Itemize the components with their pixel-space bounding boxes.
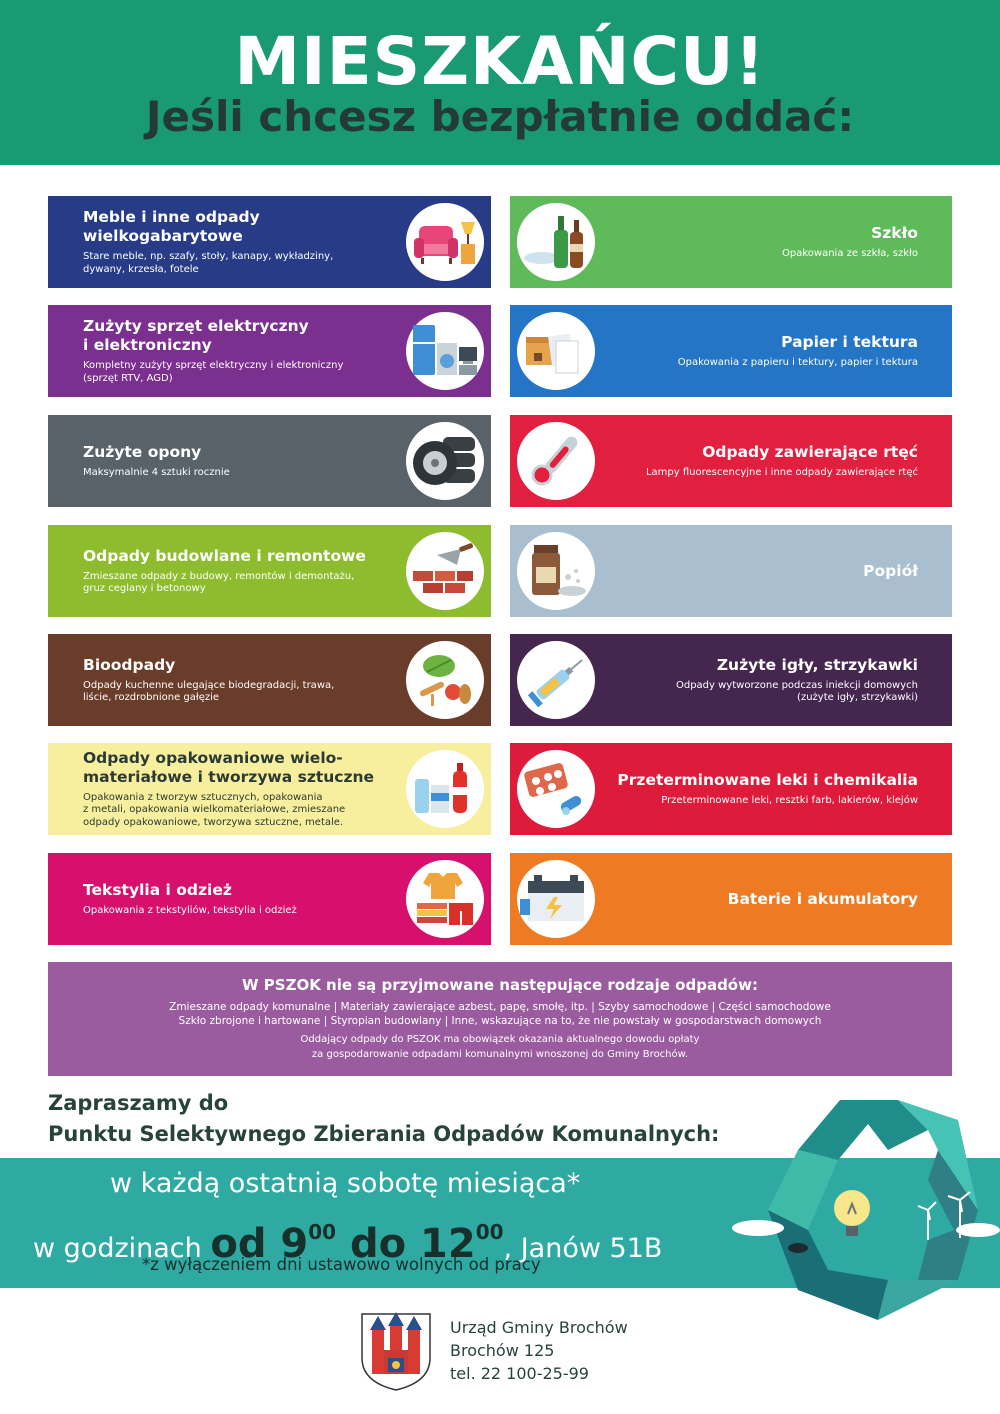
bricks-trowel-icon — [399, 525, 491, 617]
card-description: Kompletny zużyty sprzęt elektryczny i elektroniczny (sprzęt RTV, AGD) — [83, 360, 344, 384]
clothes-icon — [399, 853, 491, 945]
waste-card-packaging — [48, 743, 491, 835]
waste-card-electronics — [48, 305, 491, 397]
glass-bottles-icon — [510, 196, 602, 288]
office-address — [450, 1316, 628, 1385]
card-title: Odpady opakowaniowe wielo- materiałowe i tworzywa sztuczne — [83, 748, 375, 786]
card-description: Stare meble, np. szafy, stoły, kanapy, wykładziny, dywany, krzesła, fotele — [83, 251, 334, 275]
office-name: Urząd Gminy Brochów — [450, 1318, 628, 1337]
card-description: Lampy fluorescencyjne i inne odpady zawierające rtęć — [645, 466, 918, 478]
card-description: Opakowania ze szkła, szkło — [782, 247, 918, 259]
header-banner — [0, 0, 1000, 165]
card-description: Opakowania z tekstyliów, tekstylia i odzież — [83, 904, 297, 916]
card-title: Zużyty sprzęt elektryczny i elektroniczny — [83, 317, 309, 354]
waste-card-biowaste — [48, 634, 491, 726]
syringe-icon — [510, 634, 602, 726]
schedule-place: , Janów 51B — [503, 1233, 663, 1264]
waste-card-batteries — [510, 853, 952, 945]
card-title: Bioodpady — [83, 655, 176, 674]
recycle-illustration — [728, 1090, 1000, 1326]
card-title: Meble i inne odpady wielkogabarytowe — [83, 208, 260, 245]
page-title: MIESZKAŃCU! — [234, 23, 766, 100]
office-phone: tel. 22 100-25-99 — [450, 1364, 589, 1383]
plastic-bottles-icon — [399, 743, 491, 835]
card-title: Zużyte opony — [83, 442, 202, 461]
invitation-heading — [48, 1088, 719, 1150]
card-title: Popiół — [863, 561, 918, 580]
card-description: Opakowania z tworzyw sztucznych, opakowania z metali, opakowania wielkomateriałowe, zmieszane odpady opakowaniowe, tworzywa sztuczne, metale. — [83, 791, 346, 828]
waste-card-mercury — [510, 415, 952, 507]
waste-card-needles — [510, 634, 952, 726]
paper-box-icon — [510, 305, 602, 397]
notice-title: W PSZOK nie są przyjmowane następujące rodzaje odpadów: — [242, 976, 758, 994]
notice-note: Oddający odpady do PSZOK ma obowiązek okazania aktualnego dowodu opłaty — [300, 1034, 700, 1045]
card-title: Papier i tektura — [781, 332, 918, 351]
coat-of-arms-logo — [358, 1310, 434, 1392]
armchair-icon — [399, 196, 491, 288]
card-title: Odpady zawierające rtęć — [702, 442, 918, 461]
card-title: Baterie i akumulatory — [727, 889, 918, 908]
notice-note: za gospodarowanie odpadami komunalnymi wnoszonej do Gminy Brochów. — [311, 1049, 689, 1060]
appliances-icon — [399, 305, 491, 397]
office-street: Brochów 125 — [450, 1341, 555, 1360]
leaf-apple-icon — [399, 634, 491, 726]
hours-to-minutes: 00 — [475, 1220, 504, 1244]
waste-card-ash — [510, 525, 952, 617]
hours-prefix: w godzinach — [33, 1233, 211, 1264]
waste-card-glass — [510, 196, 952, 288]
waste-card-construction — [48, 525, 491, 617]
waste-card-tires — [48, 415, 491, 507]
hours-from-minutes: 00 — [308, 1220, 337, 1244]
card-description: Maksymalnie 4 sztuki rocznie — [83, 466, 230, 478]
card-description: Odpady kuchenne ulegające biodegradacji, trawa, liście, rozdrobnione gałęzie — [83, 679, 335, 703]
hours-to: do 12 — [350, 1221, 476, 1267]
ash-jar-icon — [510, 525, 602, 617]
page-subtitle: Jeśli chcesz bezpłatnie oddać: — [145, 92, 855, 141]
waste-card-furniture — [48, 196, 491, 288]
card-description: Opakowania z papieru i tektury, papier i tektura — [677, 356, 918, 368]
waste-card-textiles — [48, 853, 491, 945]
waste-card-medicines — [510, 743, 952, 835]
schedule-day: w każdą ostatnią sobotę miesiąca* — [110, 1168, 581, 1199]
card-description: Odpady wytworzone podczas iniekcji domowych (zużyte igły, strzykawki) — [675, 679, 918, 703]
notice-line: Zmieszane odpady komunalne | Materiały zawierające azbest, papę, smołę, itp. | Szyby samochodowe | Części samochodowe — [169, 1001, 831, 1013]
invitation-line: Zapraszamy do — [48, 1091, 229, 1115]
card-title: Odpady budowlane i remontowe — [83, 546, 366, 565]
card-description: Zmieszane odpady z budowy, remontów i demontażu, gruz ceglany i betonowy — [83, 570, 355, 594]
card-title: Zużyte igły, strzykawki — [716, 655, 918, 674]
waste-card-paper — [510, 305, 952, 397]
pills-icon — [510, 743, 602, 835]
card-title: Szkło — [871, 223, 918, 242]
card-title: Tekstylia i odzież — [83, 880, 232, 899]
notice-line: Szkło zbrojone i hartowane | Styropian budowlany | Inne, wskazujące na to, że nie powstały w gospodarstwach domowych — [178, 1015, 822, 1027]
not-accepted-notice — [48, 962, 952, 1076]
card-title: Przeterminowane leki i chemikalia — [617, 770, 918, 789]
schedule-footnote: *z wyłączeniem dni ustawowo wolnych od pracy — [142, 1255, 541, 1274]
battery-icon — [510, 853, 602, 945]
invitation-line: Punktu Selektywnego Zbierania Odpadów Komunalnych: — [48, 1122, 720, 1146]
hours-from: od 9 — [210, 1221, 309, 1267]
card-description: Przeterminowane leki, resztki farb, lakierów, klejów — [661, 794, 918, 806]
thermometer-icon — [510, 415, 602, 507]
tire-icon — [399, 415, 491, 507]
